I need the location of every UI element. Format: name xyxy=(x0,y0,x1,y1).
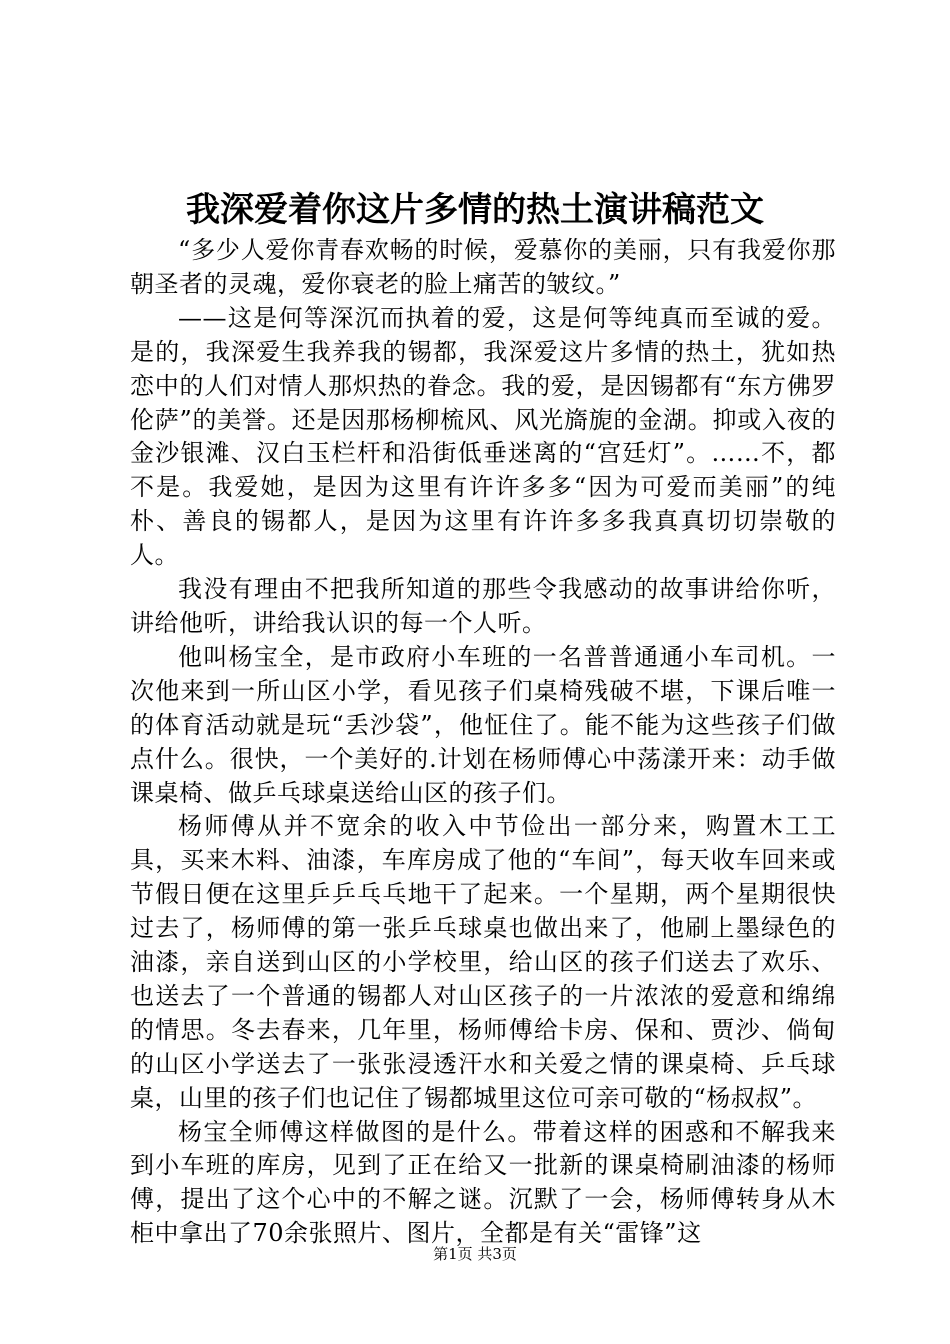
document-body xyxy=(130,234,836,1251)
paragraph: “多少人爱你青春欢畅的时候，爱慕你的美丽，只有我爱你那朝圣者的灵魂，爱你衰老的脸上痛苦的皱纹。” xyxy=(130,236,836,298)
paragraph: 他叫杨宝全，是市政府小车班的一名普普通通小车司机。一次他来到一所山区小学，看见孩子们桌椅残破不堪，下课后唯一的体育活动就是玩“丢沙袋”，他怔住了。能不能为这些孩子们做点什么。很快，一个美好的.计划在杨师傅心中荡漾开来：动手做课桌椅、做乒乓球桌送给山区的孩子们。 xyxy=(130,642,836,807)
paragraph: ——这是何等深沉而执着的爱，这是何等纯真而至诚的爱。是的，我深爱生我养我的锡都，我深爱这片多情的热土，犹如热恋中的人们对情人那炽热的眷念。我的爱，是因锡都有“东方佛罗伦萨”的美誉。还是因那杨柳梳风、风光旖旎的金湖。抑或入夜的金沙银滩、汉白玉栏杆和沿街低垂迷离的“宫廷灯”。……不，都不是。我爱她，是因为这里有许许多多“因为可爱而美丽”的纯朴、善良的锡都人，是因为这里有许许多多我真真切切崇敬的人。 xyxy=(130,303,836,570)
paragraph: 杨宝全师傅这样做图的是什么。带着这样的困惑和不解我来到小车班的库房，见到了正在给又一批新的课桌椅刷油漆的杨师傅，提出了这个心中的不解之谜。沉默了一会，杨师傅转身从木柜中拿出了70余张照片、图片，全都是有关“雷锋”这 xyxy=(130,1117,836,1248)
page-number-footer: 第1页 共3页 xyxy=(433,1245,517,1263)
paragraph: 我没有理由不把我所知道的那些令我感动的故事讲给你听，讲给他听，讲给我认识的每一个人听。 xyxy=(130,575,836,637)
document-title: 我深爱着你这片多情的热土演讲稿范文 xyxy=(186,190,764,230)
paragraph: 杨师傅从并不宽余的收入中节俭出一部分来，购置木工工具，买来木料、油漆，车库房成了他的“车间”，每天收车回来或节假日便在这里乒乒乓乓地干了起来。一个星期，两个星期很快过去了，杨师傅的第一张乒乓球桌也做出来了，他刷上墨绿色的油漆，亲自送到山区的小学校里，给山区的孩子们送去了欢乐、也送去了一个普通的锡都人对山区孩子的一片浓浓的爱意和绵绵的情思。冬去春来，几年里，杨师傅给卡房、保和、贾沙、倘甸的山区小学送去了一张张浸透汗水和关爱之情的课桌椅、乒乓球桌，山里的孩子们也记住了锡都城里这位可亲可敬的“杨叔叔”。 xyxy=(130,812,836,1112)
